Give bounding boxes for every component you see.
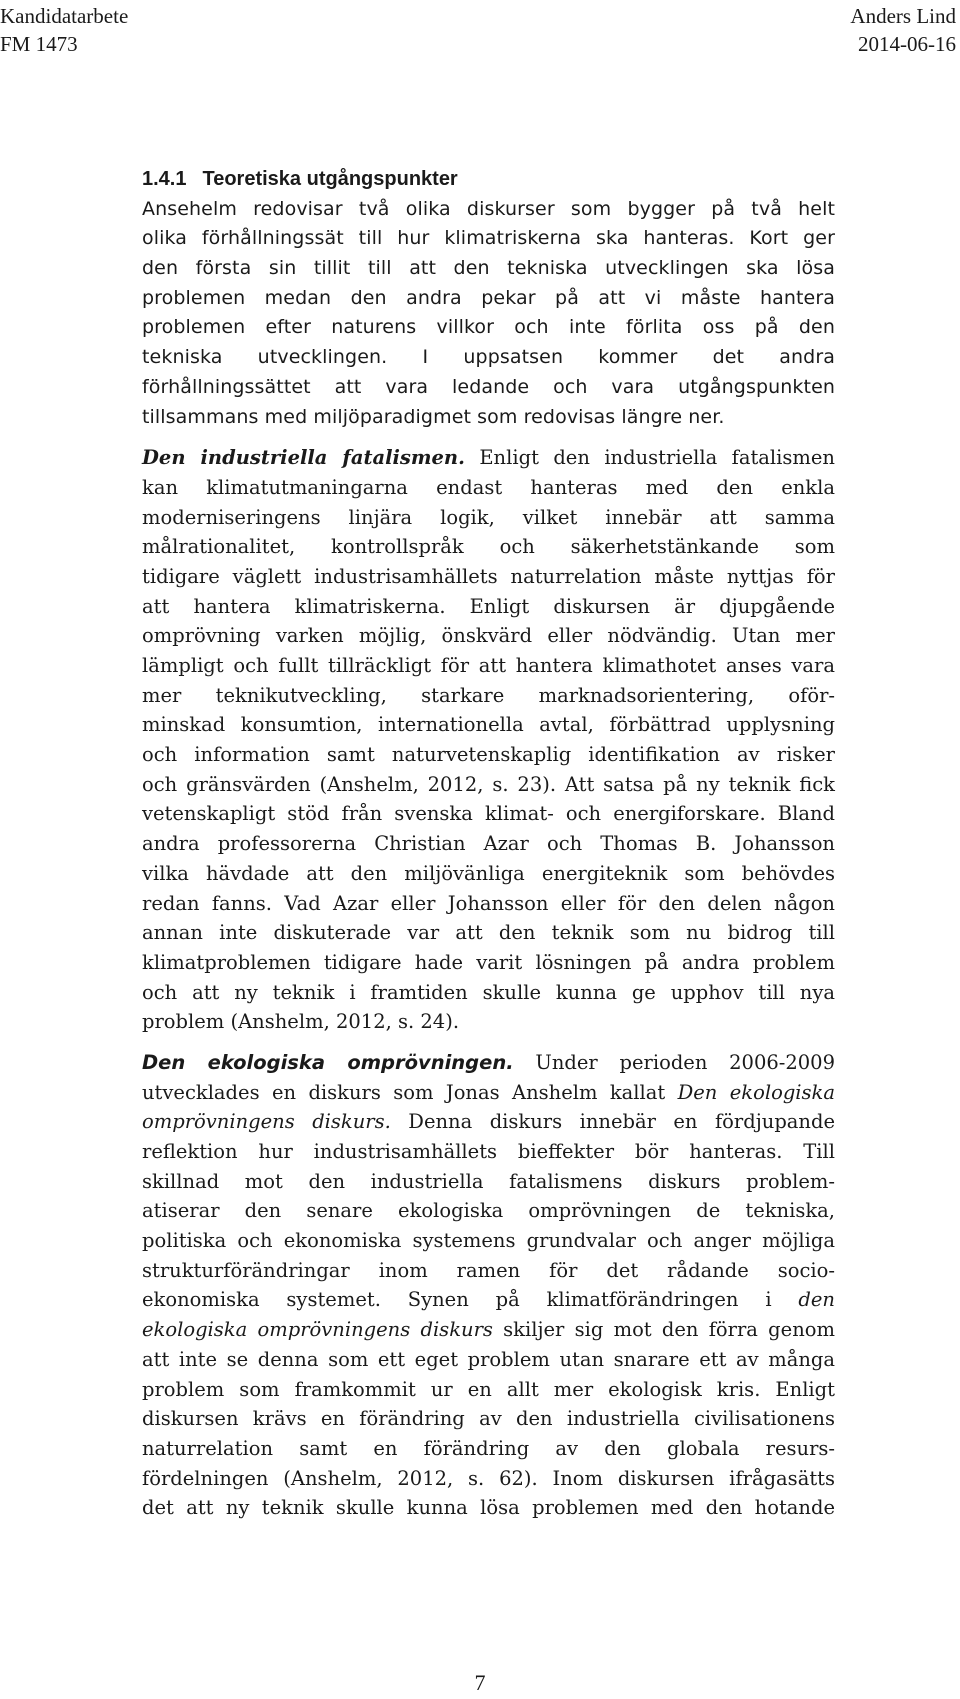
text-line: problem som framkommit ur en allt mer ekologisk kris. Enligt <box>142 1377 835 1401</box>
text-line: Den ekologiska omprövningen. Under perioden 2006-2009 <box>142 1050 835 1074</box>
text-line: det att ny teknik skulle kunna lösa problemen med den hotande <box>142 1496 835 1520</box>
text-line: vilka hävdade att den miljövänliga energiteknik som behövdes <box>142 861 835 885</box>
course-code: FM 1473 <box>0 32 78 56</box>
text-line: tekniska utvecklingen. I uppsatsen kommer det andra <box>142 346 835 369</box>
text-line: och gränsvärden (Anshelm, 2012, s. 23). Att satsa på ny teknik fick <box>142 772 835 796</box>
text-line: att hantera klimatriskerna. Enligt diskursen är djupgående <box>142 594 835 618</box>
paragraph-lead-heading: Den industriella fatalismen. <box>142 446 465 470</box>
text-line: den första sin tillit till att den tekniska utvecklingen ska lösa <box>142 257 835 280</box>
author-name: Anders Lind <box>850 4 956 28</box>
text-line: tillsammans med miljöparadigmet som redovisas längre ner. <box>142 405 725 428</box>
text-line: olika förhållningssät till hur klimatriskerna ska hanteras. Kort ger <box>142 227 835 250</box>
paragraph-industrial-fatalism <box>142 443 835 1037</box>
text-line: att inte se denna som ett eget problem utan snarare ett av många <box>142 1347 835 1371</box>
text-line: tidigare väglett industrisamhällets naturrelation måste nyttjas för <box>142 564 835 588</box>
text-line: atiserar den senare ekologiska omprövningen de tekniska, <box>142 1199 835 1223</box>
text-line: skillnad mot den industriella fatalismens diskurs problem- <box>142 1169 835 1193</box>
text-line: vetenskapligt stöd från svenska klimat- och energiforskare. Bland <box>142 802 835 826</box>
text-line: minskad konsumtion, internationella avtal, förbättrad upplysning <box>142 713 835 737</box>
text-line: redan fanns. Vad Azar eller Johansson eller för den delen någon <box>142 891 835 915</box>
text-line: reflektion hur industrisamhällets bieffekter bör hanteras. Till <box>142 1140 835 1163</box>
header-left <box>0 2 128 58</box>
text-line: förhållningssättet att vara ledande och vara utgångspunkten <box>142 375 835 398</box>
header-right <box>850 2 956 58</box>
paragraph-intro <box>142 195 835 433</box>
text-line: problemen medan den andra pekar på att vi måste hantera <box>142 286 835 309</box>
page-body <box>142 165 835 1523</box>
document-type: Kandidatarbete <box>0 4 129 28</box>
text-line: ekologiska omprövningens diskurs skiljer sig mot den förra genom <box>142 1318 835 1342</box>
page-number: 7 <box>474 1670 486 1695</box>
paragraph-lead-heading: Den ekologiska omprövningen. <box>142 1050 514 1074</box>
text-line: diskursen krävs en förändring av den industriella civilisationens <box>142 1407 835 1431</box>
page-header <box>0 2 960 58</box>
section-number: 1.4.1 <box>142 168 187 190</box>
text-line: Den industriella fatalismen. Enligt den industriella fatalismen <box>142 446 835 470</box>
text-line: annan inte diskuterade var att den teknik som nu bidrog till <box>142 921 835 945</box>
text-line: målrationalitet, kontrollspråk och säkerhetstänkande som <box>142 535 835 559</box>
text-line: omprövning varken möjlig, önskvärd eller nödvändig. Utan mer <box>142 624 835 648</box>
text-line: klimatproblemen tidigare hade varit lösningen på andra problem <box>142 950 835 974</box>
text-line: problemen efter naturens villkor och inte förlita oss på den <box>142 316 835 339</box>
text-line: strukturförändringar inom ramen för det rådande socio- <box>142 1258 835 1282</box>
text-line: utvecklades en diskurs som Jonas Anshelm kallat Den ekologiska <box>142 1080 835 1104</box>
text-line: problem (Anshelm, 2012, s. 24). <box>142 1010 460 1034</box>
text-line: mer teknikutveckling, starkare marknadsorientering, oför- <box>142 683 835 707</box>
section-heading <box>142 165 835 195</box>
text-line: och information samt naturvetenskaplig identifikation av risker <box>142 743 835 767</box>
document-date: 2014-06-16 <box>858 32 956 56</box>
text-line: lämpligt och fullt tillräckligt för att hantera klimathotet anses vara <box>142 654 835 677</box>
text-line: moderniseringens linjära logik, vilket innebär att samma <box>142 505 835 529</box>
text-line: ekonomiska systemet. Synen på klimatförändringen i den <box>142 1288 835 1312</box>
text-line: omprövningens diskurs. Denna diskurs innebär en fördjupande <box>142 1110 836 1134</box>
text-line: andra professorerna Christian Azar och Thomas B. Johansson <box>142 832 835 856</box>
text-line: Ansehelm redovisar två olika diskurser som bygger på två helt <box>142 197 835 220</box>
text-line: och att ny teknik i framtiden skulle kunna ge upphov till nya <box>142 980 835 1004</box>
text-line: naturrelation samt en förändring av den globala resurs- <box>142 1436 835 1460</box>
section-title: Teoretiska utgångspunkter <box>202 168 458 190</box>
paragraph-ecological-reconsideration <box>142 1048 835 1523</box>
text-line: fördelningen (Anshelm, 2012, s. 62). Inom diskursen ifrågasätts <box>142 1466 835 1490</box>
text-line: politiska och ekonomiska systemens grundvalar och anger möjliga <box>142 1229 835 1253</box>
text-line: kan klimatutmaningarna endast hanteras med den enkla <box>142 475 835 499</box>
